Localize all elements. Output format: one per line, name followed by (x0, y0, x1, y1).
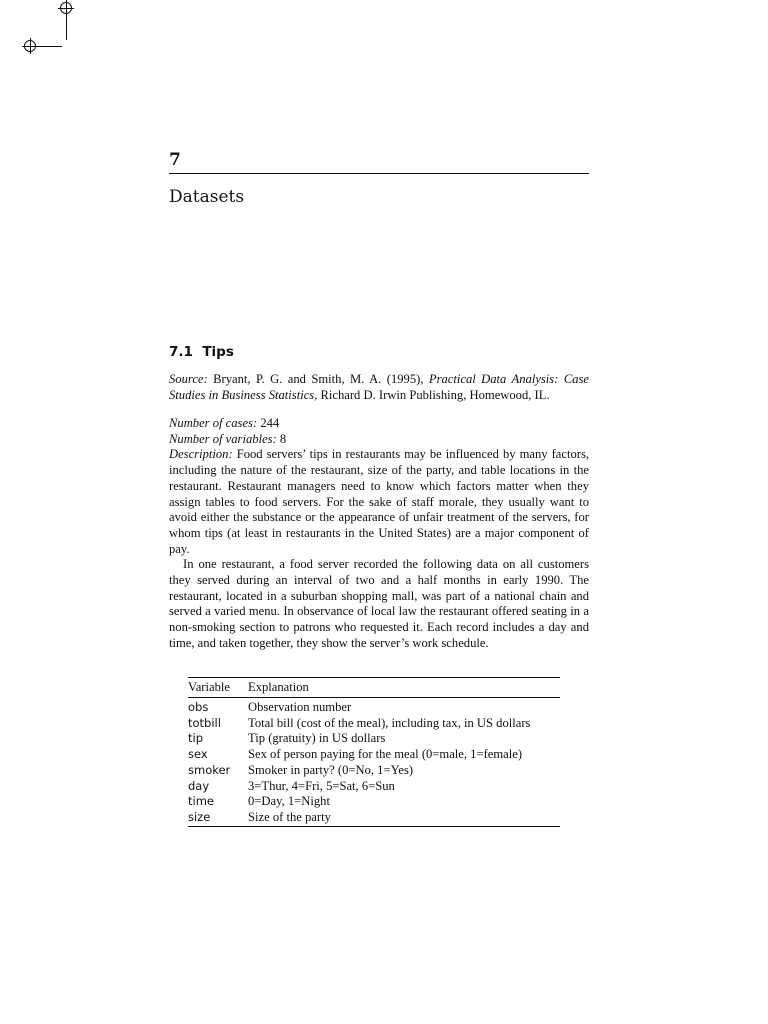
variables-line (169, 432, 589, 448)
variable-name: time (188, 794, 214, 809)
body-paragraph: In one restaurant, a food server recorded the following data on all customers they served during an interval of two and a half months in early 1990. The restaurant, located in a suburban shopping mall, was part of a national chain and served a varied menu. In observance of local law the restaurant offered seating in a non-smoking section to patrons who requested it. Each record includes a day and time, and taken together, they show the server’s work schedule. (169, 557, 589, 650)
variable-name: smoker (188, 762, 231, 777)
table-row (188, 731, 560, 747)
source-publisher: , Richard D. Irwin Publishing, Homewood, IL. (314, 387, 550, 402)
description-text: Food servers’ tips in restaurants may be influenced by many factors, including the nature of the restaurant, size of the party, and table locations in the restaurant. Restaurant managers need to know which factors matter when they assign tables to food servers. For the sake of staff morale, they usually want to avoid either the substance or the appearance of unfair treatment of the servers, for whom tips (at least in restaurants in the United States) are a major component of pay. (169, 447, 589, 556)
source-authors: Bryant, P. G. and Smith, M. A. (1995), (213, 372, 424, 386)
cases-value: 244 (260, 416, 280, 430)
table-row (188, 698, 560, 716)
source-book-title-2: Studies in Business Statistics (169, 387, 315, 402)
variables-value: 8 (279, 431, 287, 446)
variable-name: tip (188, 731, 204, 746)
variables-label: Number of variables: (169, 431, 277, 446)
crop-mark-horizontal (36, 46, 62, 47)
source-label: Source: (169, 372, 208, 386)
registration-mark-icon (24, 40, 36, 52)
source-book-title-1: Practical Data Analysis: Case (428, 372, 590, 386)
table-header-row (188, 678, 560, 698)
table-row (188, 716, 560, 732)
variable-name: sex (188, 747, 208, 762)
chapter-title: Datasets (169, 187, 245, 207)
variable-name: size (188, 809, 211, 824)
chapter-number: 7 (169, 150, 181, 170)
section-heading (169, 344, 234, 360)
variable-explanation: Total bill (cost of the meal), including tax, in US dollars (248, 715, 531, 730)
source-citation (169, 372, 589, 403)
description-label: Description: (169, 447, 233, 462)
table-row (188, 779, 560, 795)
variable-explanation: Sex of person paying for the meal (0=male, 1=female) (248, 747, 523, 762)
variable-name: totbill (188, 715, 221, 730)
variable-explanation: Smoker in party? (0=No, 1=Yes) (248, 762, 414, 777)
column-header: Explanation (248, 679, 309, 694)
variable-name: obs (188, 700, 209, 714)
table-row (188, 794, 560, 810)
section-title: Tips (202, 344, 234, 360)
cases-line (169, 416, 589, 432)
variable-explanation: Tip (gratuity) in US dollars (248, 731, 386, 746)
table-row (188, 747, 560, 763)
crop-mark-vertical (66, 14, 67, 40)
table-row (188, 810, 560, 826)
variables-table (188, 677, 560, 827)
chapter-rule (169, 173, 589, 174)
dataset-metadata (169, 416, 589, 652)
section-number: 7.1 (169, 344, 193, 360)
variable-explanation: 0=Day, 1=Night (248, 794, 330, 809)
table-row (188, 763, 560, 779)
column-header: Variable (188, 679, 230, 694)
registration-mark-icon (60, 2, 72, 14)
cases-label: Number of cases: (169, 416, 258, 430)
variable-explanation: 3=Thur, 4=Fri, 5=Sat, 6=Sun (248, 778, 395, 793)
variable-explanation: Observation number (248, 700, 352, 714)
description-paragraph (169, 447, 589, 557)
variable-name: day (188, 778, 210, 793)
variable-explanation: Size of the party (248, 809, 331, 824)
